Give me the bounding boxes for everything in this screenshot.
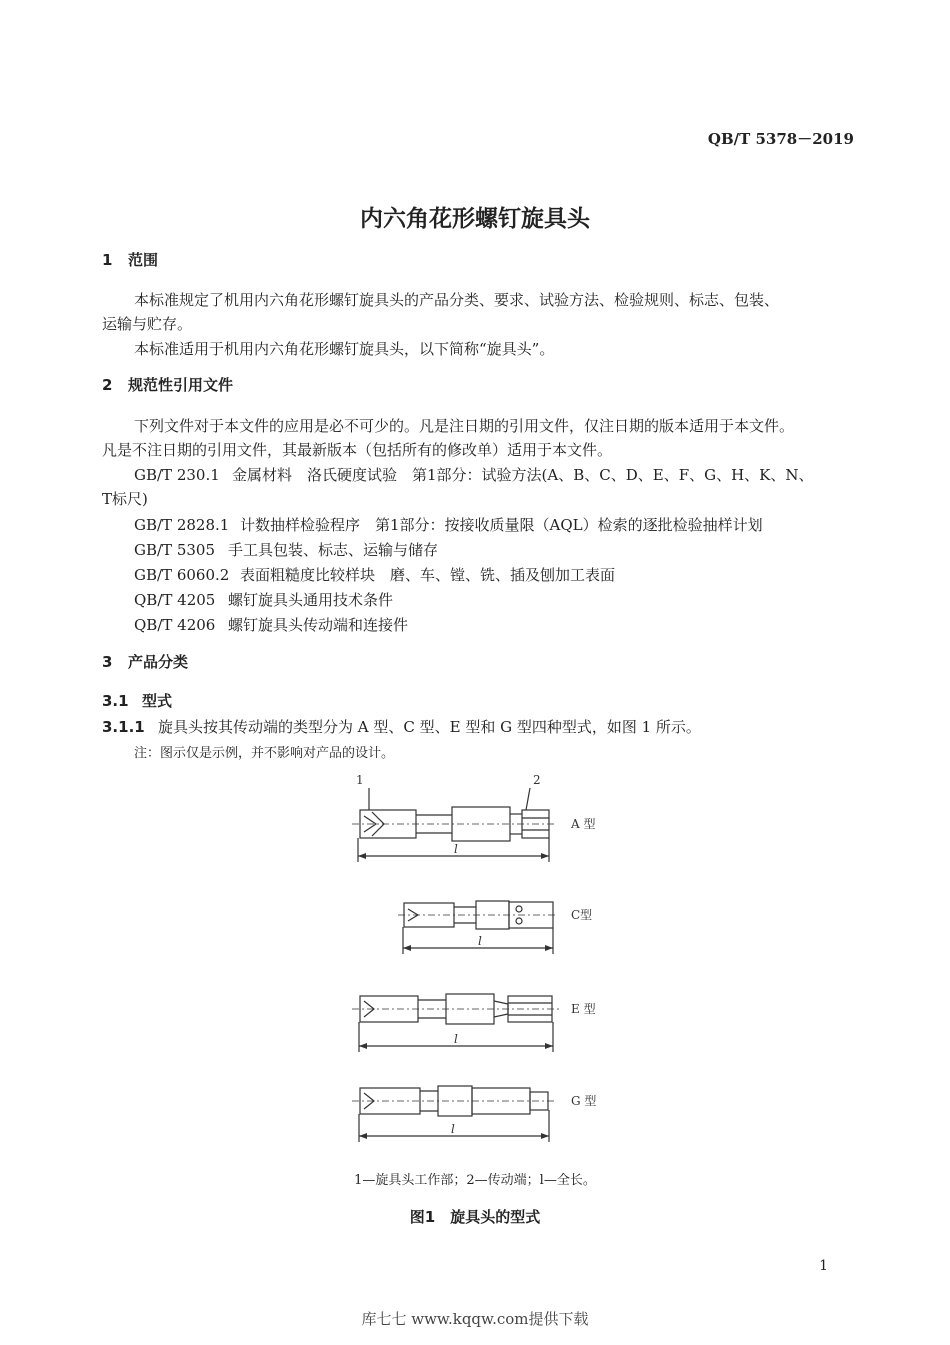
length-label-c: l — [478, 934, 482, 948]
reference-title: 金属材料 洛氏硬度试验 第1部分：试验方法(A、B、C、D、E、F、G、H、K、N、 — [232, 466, 814, 484]
section-title: 产品分类 — [128, 653, 189, 671]
callout-2: 2 — [533, 773, 541, 787]
paragraph-line: 凡是不注日期的引用文件，其最新版本（包括所有的修改单）适用于本文件。 — [102, 441, 613, 459]
reference-code: GB/T 2828.1 — [134, 516, 230, 534]
length-label-a: l — [454, 842, 458, 856]
reference-code: GB/T 6060.2 — [134, 566, 230, 584]
clause-text: 旋具头按其传动端的类型分为 A 型、C 型、E 型和 G 型四种型式，如图 1 所示。 — [158, 718, 701, 736]
document-title: 内六角花形螺钉旋具头 — [360, 206, 590, 232]
figure-title: 图1 旋具头的型式 — [409, 1208, 541, 1226]
type-label-a: A 型 — [571, 817, 596, 831]
paragraph-line: 下列文件对于本文件的应用是必不可少的。凡是注日期的引用文件，仅注日期的版本适用于本文件。 — [134, 417, 795, 435]
reference-title: 表面粗糙度比较样块 磨、车、镗、铣、插及刨加工表面 — [240, 566, 616, 584]
type-label-c: C型 — [571, 908, 593, 922]
length-label-g: l — [451, 1122, 455, 1136]
section-title: 范围 — [128, 251, 159, 269]
reference-code: QB/T 4205 — [134, 591, 216, 609]
type-label-g: G 型 — [571, 1094, 597, 1108]
paragraph-line: 本标准适用于机用内六角花形螺钉旋具头，以下简称“旋具头”。 — [134, 340, 555, 358]
paragraph-line: 运输与贮存。 — [102, 315, 193, 333]
figure-caption: 1—旋具头工作部；2—传动端；l—全长。 — [354, 1173, 596, 1188]
subsection-title: 型式 — [142, 692, 173, 710]
length-label-e: l — [454, 1032, 458, 1046]
section-number: 2 — [102, 376, 113, 394]
callout-1: 1 — [356, 773, 364, 787]
section-number: 1 — [102, 251, 113, 269]
reference-code: QB/T 4206 — [134, 616, 216, 634]
note: 注：图示仅是示例，并不影响对产品的设计。 — [134, 746, 395, 761]
reference-code: GB/T 5305 — [134, 541, 216, 559]
type-label-e: E 型 — [571, 1002, 596, 1016]
reference-continuation: T标尺) — [102, 490, 148, 508]
section-number: 3 — [102, 653, 113, 671]
reference-title: 螺钉旋具头通用技术条件 — [228, 591, 394, 609]
page-number: 1 — [819, 1258, 828, 1274]
subsection-number: 3.1 — [102, 692, 129, 710]
paragraph-line: 本标准规定了机用内六角花形螺钉旋具头的产品分类、要求、试验方法、检验规则、标志、包装、 — [134, 291, 780, 309]
reference-title: 手工具包装、标志、运输与储存 — [228, 541, 439, 559]
standard-number: QB/T 5378－2019 — [707, 130, 854, 148]
clause-number: 3.1.1 — [102, 718, 145, 736]
section-title: 规范性引用文件 — [128, 376, 234, 394]
reference-code: GB/T 230.1 — [134, 466, 220, 484]
reference-title: 计数抽样检验程序 第1部分：按接收质量限（AQL）检索的逐批检验抽样计划 — [240, 516, 763, 534]
reference-title: 螺钉旋具头传动端和连接件 — [228, 616, 409, 634]
footer-watermark: 库七七 www.kqqw.com提供下载 — [361, 1310, 589, 1328]
